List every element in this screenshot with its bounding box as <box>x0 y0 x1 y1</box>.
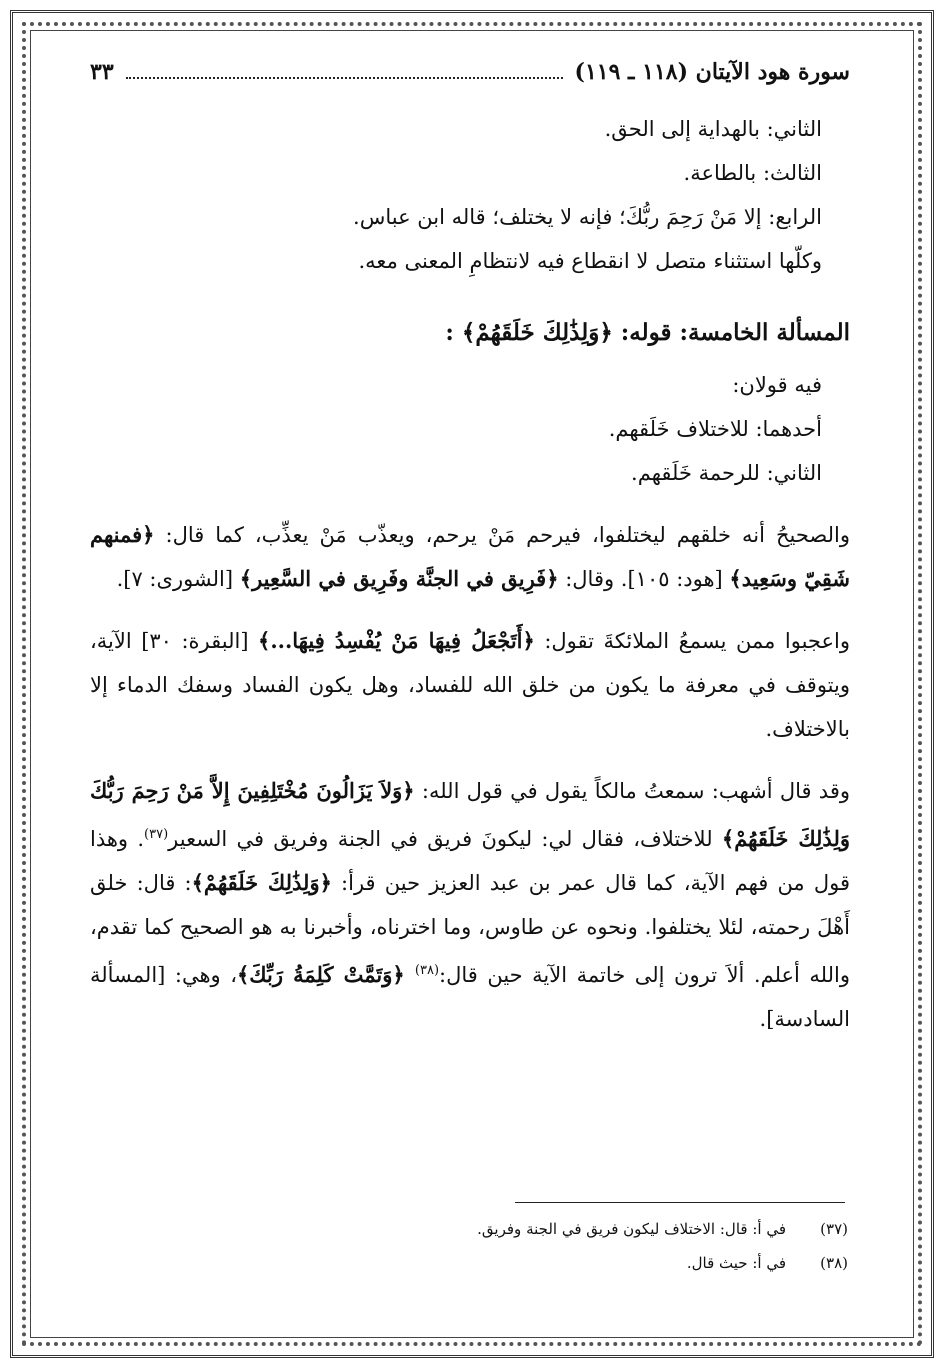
quran-quote: ﴿وَلاَ يَزَالُونَ مُخْتَلِفِينَ إِلاَّ مَنْ رَحِمَ رَبُّكَ وَلِذَٰلِكَ خَلَقَهُمْ﴾ <box>90 778 850 851</box>
paragraph-text: . وهذا قول من فهم الآية، كما قال عمر بن عبد العزيز حين قرأ: <box>90 827 850 895</box>
footnote <box>477 1246 848 1280</box>
text-line: أحدهما: للاختلاف خَلَقهم. <box>608 417 822 441</box>
footnote-text: في أ: حيث قال. <box>686 1254 786 1272</box>
footnote-separator <box>515 1202 845 1203</box>
paragraph-text: واعجبوا ممن يسمعُ الملائكةَ تقول: <box>534 629 850 653</box>
heading-quote: ﴿وَلِذَٰلِكَ خَلَقَهُمْ﴾ <box>461 319 613 346</box>
paragraph <box>90 619 850 751</box>
paragraph <box>90 769 850 1041</box>
text-line: وكلّها استثناء متصل لا انقطاع فيه لانتظامِ المعنى معه. <box>358 249 822 273</box>
paragraph <box>90 513 850 601</box>
header-leader-dots <box>126 77 563 79</box>
paragraph-text: [الشورى: ٧]. <box>116 567 240 591</box>
page-number: ٣٣ <box>90 59 114 85</box>
footnotes <box>477 1212 848 1280</box>
text-line: الرابع: إلا مَنْ رَحِمَ ربُّكَ؛ فإنه لا يختلف؛ قاله ابن عباس. <box>353 205 822 229</box>
page-content <box>90 55 850 1041</box>
paragraph-text: : قال: خلق أَهْلَ رحمته، لئلا يختلفوا. ونحوه عن طاوس، وما اخترناه، وأخبرنا به هو الصحيح كما تقدم، والله أعلم. ألاَ ترون إلى خاتمة الآية حين قال: <box>90 871 850 987</box>
text-line: الثاني: للرحمة خَلَقهم. <box>631 461 822 485</box>
running-header <box>90 59 850 85</box>
paragraph-text: للاختلاف، فقال لي: ليكونَ فريق في الجنة وفريق في السعير <box>168 827 722 851</box>
text-line: الثالث: بالطاعة. <box>683 161 822 185</box>
paragraph-text: ، وهي: [المسألة السادسة]. <box>90 963 850 1031</box>
footnote-ref[interactable]: (٣٨) <box>414 963 440 978</box>
footnote <box>477 1212 848 1246</box>
footnote-text: في أ: قال: الاختلاف ليكون فريق في الجنة وفريق. <box>477 1220 786 1238</box>
text-line: فيه قولان: <box>732 373 822 397</box>
quran-quote: ﴿أَتَجْعَلُ فِيهَا مَنْ يُفْسِدُ فِيهَا...﴾ <box>258 628 535 653</box>
quran-quote: ﴿فَرِيق في الجنَّة وفَرِيق في السَّعِير﴾ <box>239 566 559 591</box>
text-line: الثاني: بالهداية إلى الحق. <box>604 117 822 141</box>
section-heading <box>90 311 850 355</box>
footnote-number: (٣٧) <box>820 1220 848 1238</box>
paragraph-text: [البقرة: ٣٠] الآية، ويتوقف في معرفة ما يكون من خلق الله للفساد، وهل يكون الفساد وسفك الدماء إلا بالاختلاف. <box>90 629 850 741</box>
paragraph-text: وقد قال أشهب: سمعتُ مالكاً يقول في قول الله: <box>414 779 851 803</box>
quran-quote: ﴿وَتَمَّتْ كَلِمَةُ رَبِّكَ﴾ <box>237 962 415 987</box>
quran-quote: ﴿فمنهم شَقِيّ وسَعِيد﴾ <box>90 522 850 591</box>
heading-prefix: المسألة الخامسة: قوله: <box>612 319 850 346</box>
quran-quote: ﴿وَلِذَٰلِكَ خَلَقَهُمْ﴾ <box>191 870 332 895</box>
running-title: سورة هود الآيتان (١١٨ ـ ١١٩) <box>574 59 850 85</box>
paragraph-text: [هود: ١٠٥]. وقال: <box>558 567 730 591</box>
heading-suffix: : <box>445 319 454 346</box>
footnote-number: (٣٨) <box>820 1254 848 1272</box>
footnote-ref[interactable]: (٣٧) <box>144 827 169 842</box>
paragraph-text: والصحيحُ أنه خلقهم ليختلفوا، فيرحم مَنْ يرحم، ويعذّب مَنْ يعذِّب، كما قال: <box>154 523 850 547</box>
